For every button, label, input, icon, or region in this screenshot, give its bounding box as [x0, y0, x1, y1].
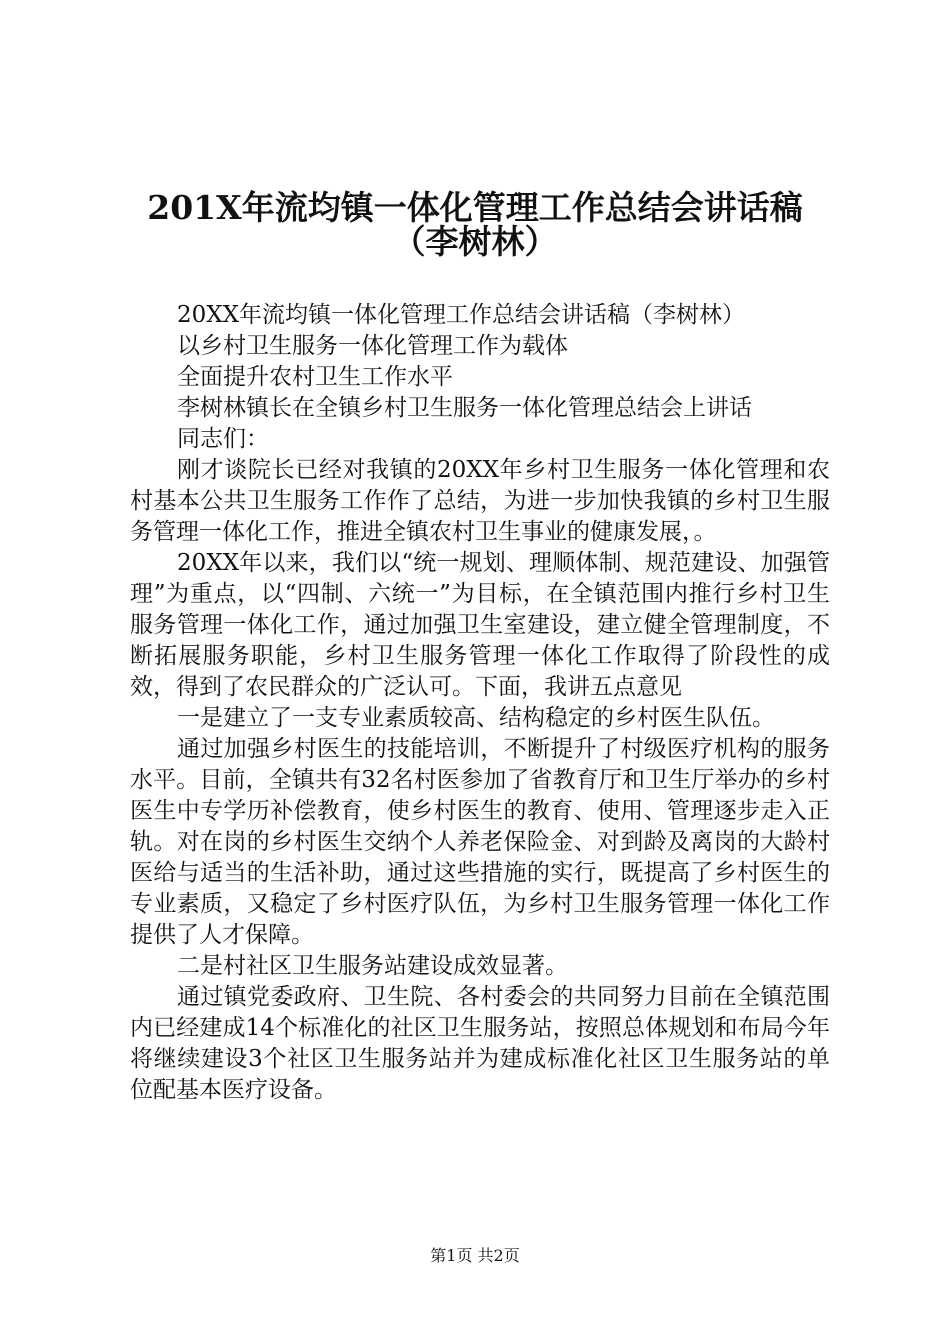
document-body	[130, 300, 830, 1106]
document-title: 201X年流均镇一体化管理工作总结会讲话稿	[147, 188, 803, 227]
paragraph-point-2-body: 通过镇党委政府、卫生院、各村委会的共同努力目前在全镇范围内已经建成14个标准化的社区卫生服务站，按照总体规划和布局今年将继续建设3个社区卫生服务站并为建成标准化社区卫生服务站的单位配基本医疗设备。	[130, 984, 830, 1103]
page-number-footer: 第1页 共2页	[430, 1246, 520, 1265]
paragraph-point-1-heading: 一是建立了一支专业素质较高、结构稳定的乡村医生队伍。	[177, 705, 775, 731]
paragraph-overview: 20XX年以来，我们以“统一规划、理顺体制、规范建设、加强管理”为重点，以“四制、六统一”为目标，在全镇范围内推行乡村卫生服务管理一体化工作，通过加强卫生室建设，建立健全管理制度，不断拓展服务职能，乡村卫生服务管理一体化工作取得了阶段性的成效，得到了农民群众的广泛认可。下面，我讲五点意见	[130, 550, 830, 700]
paragraph-intro: 刚才谈院长已经对我镇的20XX年乡村卫生服务一体化管理和农村基本公共卫生服务工作作了总结，为进一步加快我镇的乡村卫生服务管理一体化工作，推进全镇农村卫生事业的健康发展，。	[130, 457, 830, 545]
paragraph-subtitle-1: 以乡村卫生服务一体化管理工作为载体	[177, 333, 568, 359]
paragraph-point-1-body: 通过加强乡村医生的技能培训，不断提升了村级医疗机构的服务水平。目前，全镇共有32名村医参加了省教育厅和卫生厅举办的乡村医生中专学历补偿教育，使乡村医生的教育、使用、管理逐步走入正轨。对在岗的乡村医生交纳个人养老保险金、对到龄及离岗的大龄村医给与适当的生活补助，通过这些措施的实行，既提高了乡村医生的专业素质，又稳定了乡村医疗队伍，为乡村卫生服务管理一体化工作提供了人才保障。	[130, 736, 830, 948]
paragraph-heading-repeat: 20XX年流均镇一体化管理工作总结会讲话稿（李树林）	[177, 302, 746, 328]
paragraph-salutation: 同志们：	[177, 426, 269, 452]
paragraph-subtitle-2: 全面提升农村卫生工作水平	[177, 364, 453, 390]
paragraph-point-2-heading: 二是村社区卫生服务站建设成效显著。	[177, 953, 568, 979]
paragraph-speaker: 李树林镇长在全镇乡村卫生服务一体化管理总结会上讲话	[177, 395, 752, 421]
document-title-author: （李树林）	[392, 222, 558, 261]
